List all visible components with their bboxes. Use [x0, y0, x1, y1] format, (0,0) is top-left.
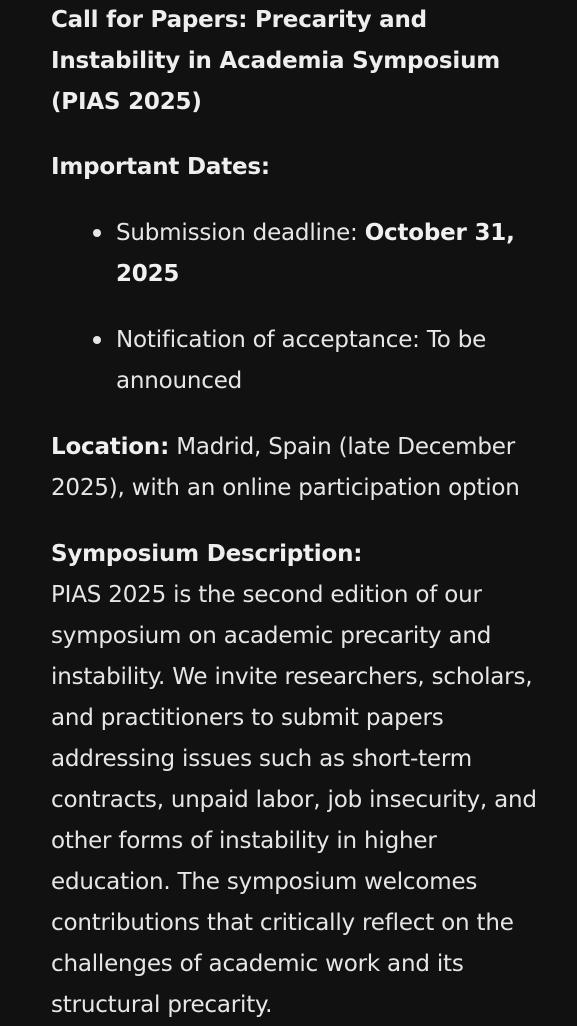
date-value: October 31, 2025: [116, 220, 515, 287]
date-label: Submission deadline:: [116, 220, 365, 246]
important-dates-list: [51, 213, 551, 402]
list-item: [116, 213, 551, 295]
date-label: Notification of acceptance: To be announced: [116, 327, 487, 394]
page-title: Call for Papers: Precarity and Instability in Academia Symposium (PIAS 2025): [51, 7, 501, 115]
description-heading: Symposium Description:: [51, 541, 363, 567]
important-dates-heading: Important Dates:: [51, 154, 270, 180]
location-text: Madrid, Spain (late December 2025), with an online participation option: [51, 434, 520, 501]
bullet-icon: [93, 336, 101, 344]
location-paragraph: [51, 427, 551, 509]
location-label: Location:: [51, 434, 170, 460]
list-item: [116, 320, 551, 402]
description-text: PIAS 2025 is the second edition of our symposium on academic precarity and instability. We invite researchers, scholars, and practitioners to submit papers addressing issues such as short-term contracts, unpaid labor, job insecurity, and other forms of instability in higher education. The symposium welcomes contributions that critically reflect on the challenges of academic work and its structural precarity.: [51, 582, 537, 1018]
bullet-icon: [93, 229, 101, 237]
